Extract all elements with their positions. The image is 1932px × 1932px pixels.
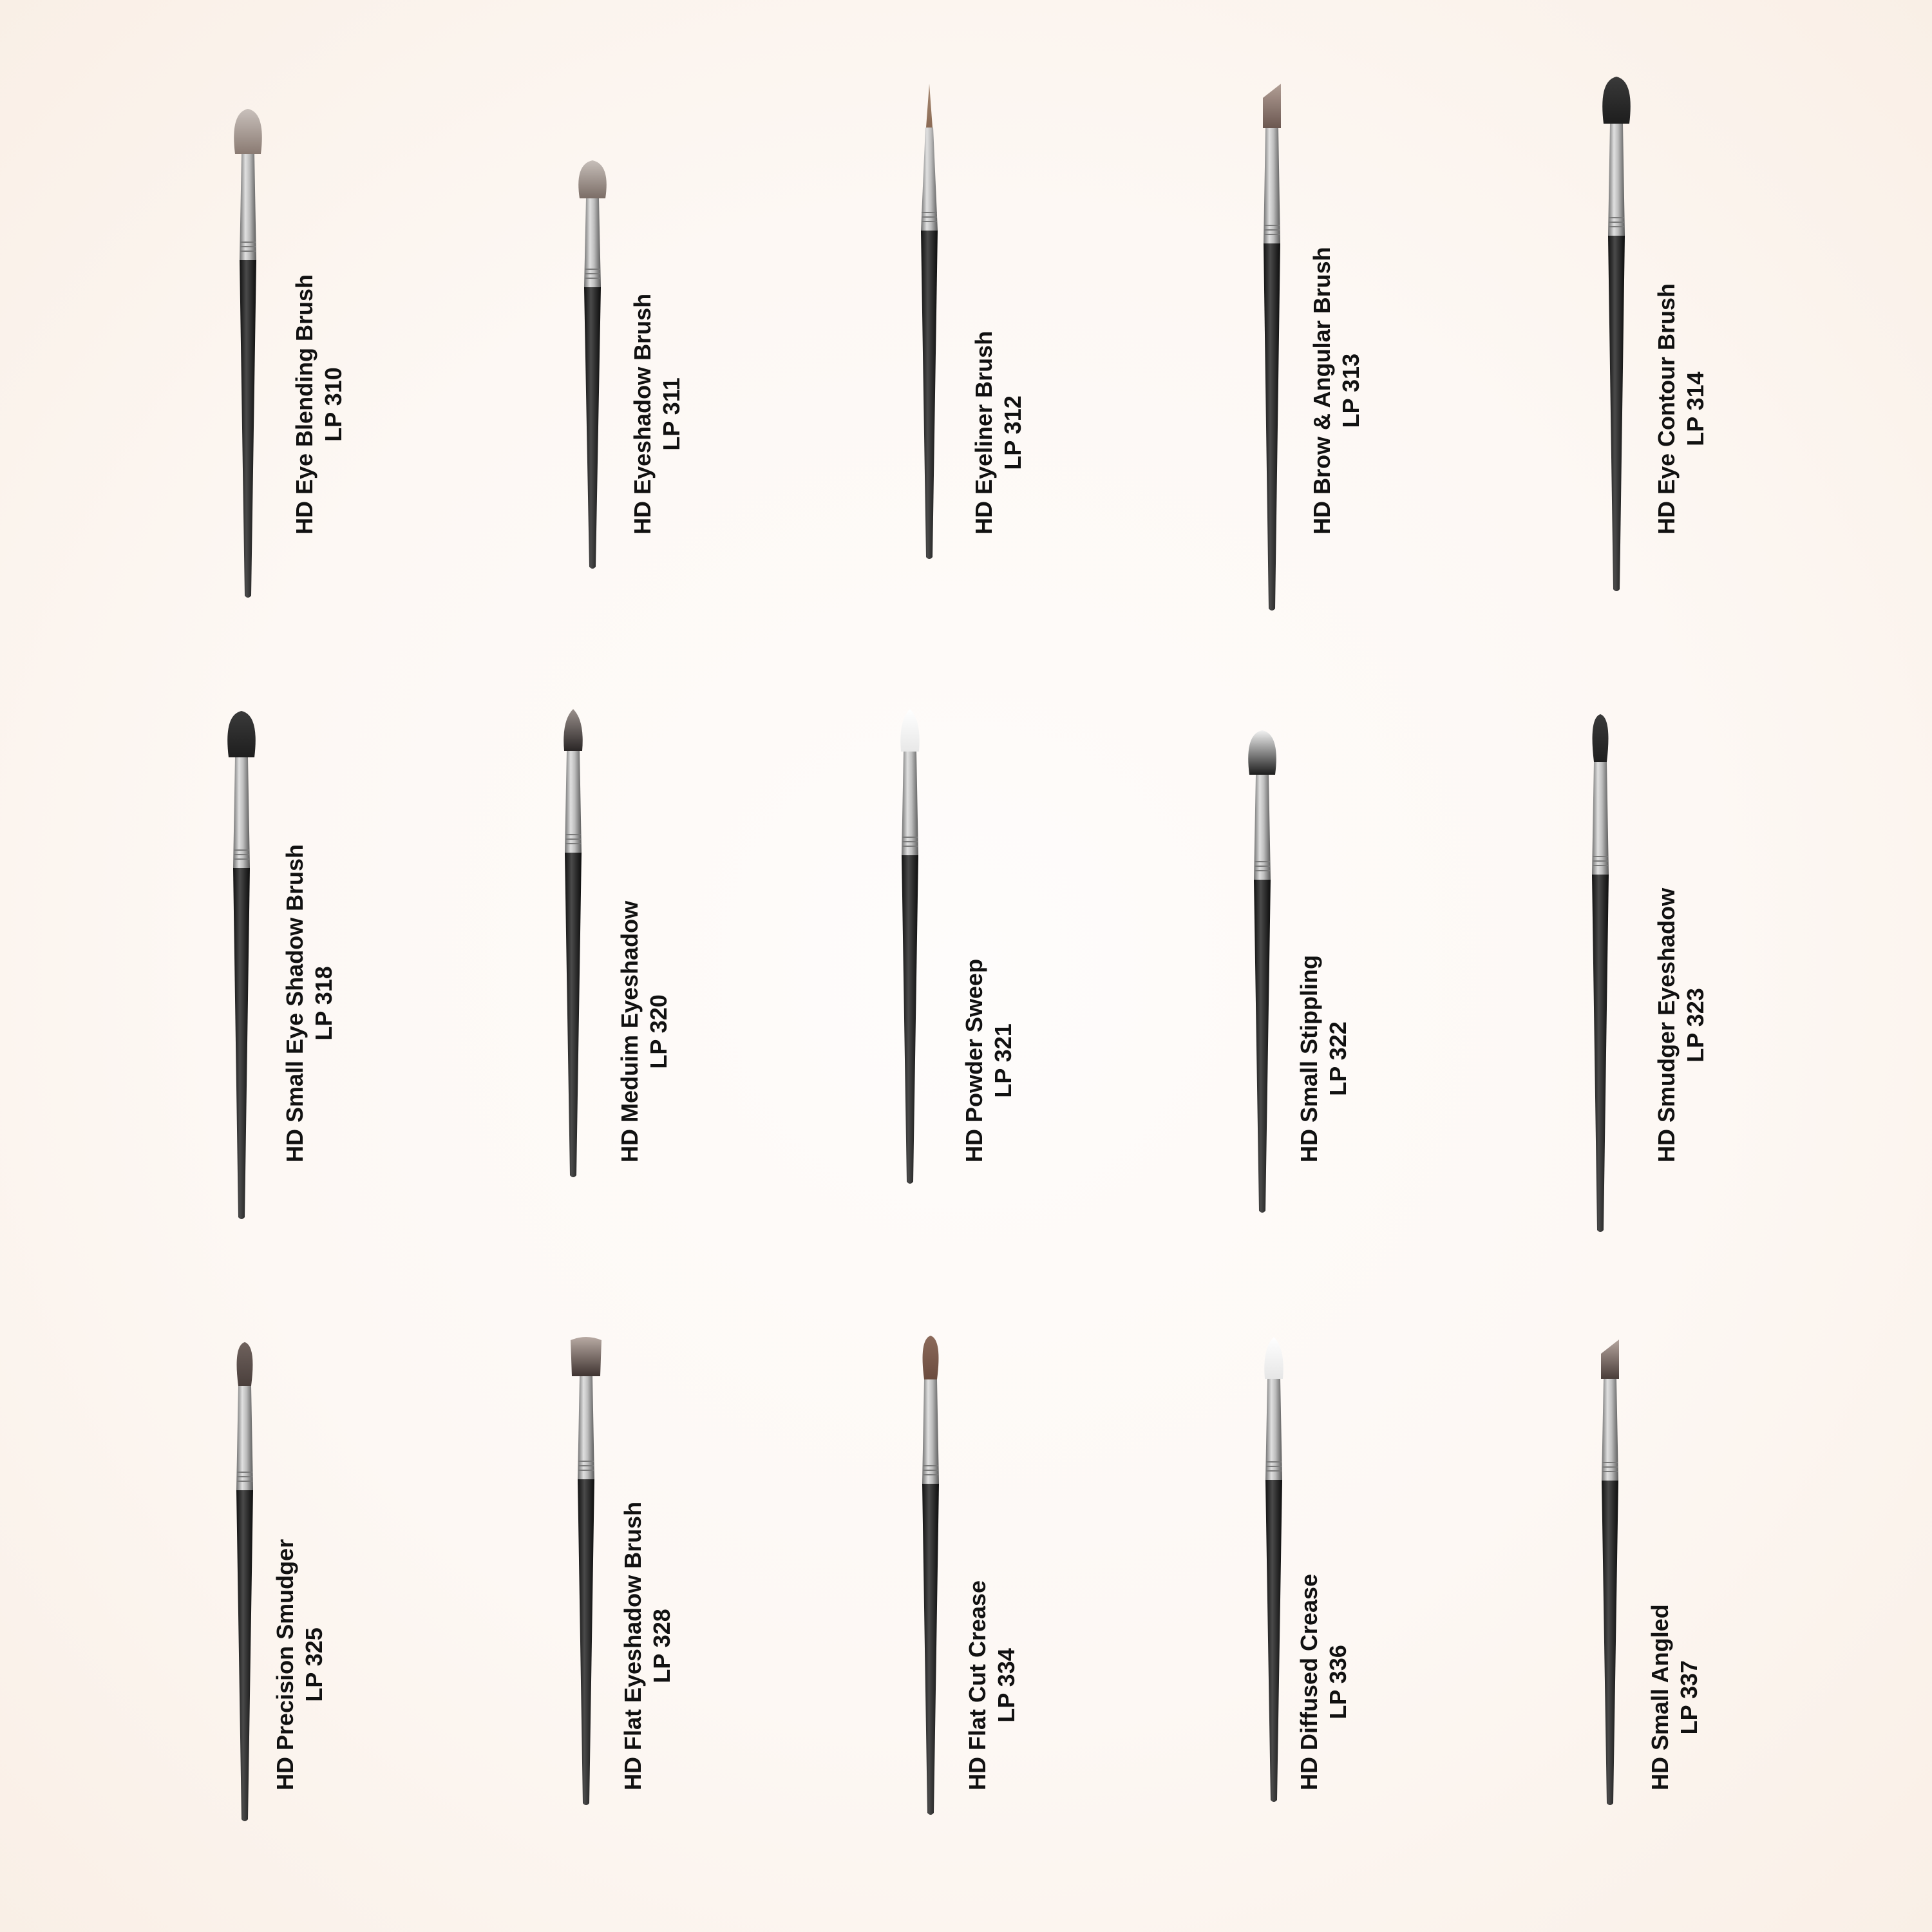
brush-bristles	[227, 711, 256, 757]
brush-bristles	[1602, 77, 1631, 124]
brush-name: HD Meduim Eyeshadow	[616, 900, 643, 1162]
brush-handle	[1602, 1481, 1618, 1805]
brush-code: LP 325	[301, 1627, 327, 1702]
brush-bristles	[571, 1337, 601, 1376]
brush-bristles	[923, 1336, 939, 1379]
brush-label	[270, 1539, 328, 1790]
brush-bristles	[564, 709, 582, 751]
brush-name: HD Small Eye Shadow Brush	[281, 844, 308, 1162]
brush-name: HD Small Stippling	[1296, 954, 1322, 1162]
brush-bristles	[1593, 714, 1609, 762]
brush-handle	[922, 1484, 939, 1815]
brush-handle	[1265, 1480, 1282, 1802]
brush-bristles	[900, 709, 919, 752]
brush-handle	[236, 1490, 253, 1821]
brush-handle	[565, 853, 582, 1177]
brush-image	[865, 699, 955, 1195]
brush-label	[1307, 247, 1365, 535]
brush-handle	[578, 1479, 594, 1805]
brush-image	[203, 100, 293, 609]
brush-ferrule	[921, 128, 938, 231]
brush-handle	[1254, 880, 1271, 1213]
brush-label	[618, 1502, 676, 1790]
brush-label	[1645, 1604, 1703, 1790]
brush-handle	[233, 868, 250, 1219]
brush-label	[969, 331, 1027, 535]
brush-bristles	[578, 160, 607, 198]
brush-bristles	[1263, 84, 1281, 128]
brush-handle	[921, 231, 938, 559]
brush-ferrule	[1608, 124, 1625, 236]
brush-image	[547, 151, 638, 580]
brush-name: HD Smudger Eyeshadow	[1653, 887, 1680, 1162]
brush-code: LP 336	[1325, 1645, 1351, 1719]
brush-name: HD Eye Contour Brush	[1653, 283, 1680, 535]
brush-name: HD Flat Cut Crease	[964, 1580, 990, 1790]
brush-bristles	[926, 84, 933, 128]
brush-name: HD Brow & Angular Brush	[1309, 247, 1335, 535]
brush-ferrule	[1602, 1379, 1618, 1481]
brush-bristles	[1248, 730, 1276, 775]
brush-code: LP 312	[999, 395, 1026, 470]
brush-code: LP 337	[1676, 1660, 1702, 1735]
brush-name: HD Precision Smudger	[272, 1539, 298, 1790]
brush-ferrule	[1254, 775, 1271, 880]
brush-handle	[1608, 236, 1625, 591]
brush-code: LP 310	[320, 367, 346, 442]
brush-label	[628, 294, 686, 535]
brush-label	[1294, 955, 1352, 1162]
brush-image	[884, 77, 974, 570]
brush-bristles	[1264, 1337, 1283, 1379]
brush-image	[528, 699, 618, 1188]
brush-code: LP 314	[1682, 372, 1709, 446]
brush-ferrule	[233, 757, 250, 868]
brush-ferrule	[240, 154, 256, 260]
brush-ferrule	[236, 1386, 253, 1490]
brush-code: LP 328	[649, 1609, 675, 1683]
brush-code: LP 311	[658, 377, 685, 451]
brush-handle	[240, 260, 256, 598]
brush-bristles	[234, 109, 262, 154]
brush-code: LP 320	[645, 994, 672, 1069]
brush-handle	[1264, 243, 1280, 611]
brush-label	[963, 1580, 1021, 1790]
brush-code: LP 321	[990, 1023, 1016, 1098]
brush-image	[1571, 68, 1662, 602]
brush-image	[1555, 705, 1645, 1243]
brush-code: LP 322	[1325, 1021, 1351, 1096]
brush-ferrule	[565, 751, 582, 853]
brush-image	[886, 1327, 976, 1826]
brush-handle	[902, 855, 918, 1184]
brush-image	[196, 702, 287, 1230]
brush-handle	[584, 287, 601, 569]
brush-name: HD Eyeliner Brush	[971, 330, 997, 535]
brush-name: HD Flat Eyeshadow Brush	[620, 1501, 646, 1790]
brush-name: HD Diffused Crease	[1296, 1573, 1322, 1790]
brush-label	[280, 844, 338, 1162]
brush-bristles	[1601, 1340, 1619, 1379]
brush-image	[1217, 721, 1307, 1224]
brush-ferrule	[578, 1376, 594, 1479]
brush-name: HD Powder Sweep	[961, 958, 987, 1162]
brush-label	[615, 901, 673, 1162]
brush-code: LP 313	[1338, 353, 1364, 428]
brush-ferrule	[1592, 762, 1609, 875]
brush-label	[290, 274, 348, 535]
brush-code: LP 318	[310, 966, 337, 1041]
brush-code: LP 323	[1682, 988, 1709, 1063]
brush-image	[1565, 1327, 1655, 1816]
brush-ferrule	[1264, 128, 1280, 243]
brush-image	[541, 1323, 631, 1816]
brush-name: HD Eye Blending Brush	[291, 274, 317, 535]
brush-ferrule	[922, 1379, 939, 1484]
brush-label	[1652, 888, 1710, 1162]
brush-code: LP 334	[993, 1648, 1019, 1723]
brush-image	[1227, 71, 1317, 621]
brush-handle	[1592, 875, 1609, 1232]
brush-ferrule	[1265, 1379, 1282, 1480]
brush-ferrule	[902, 752, 918, 855]
brush-label	[960, 959, 1018, 1162]
brush-label	[1652, 283, 1710, 535]
brush-label	[1294, 1574, 1352, 1790]
brush-name: HD Eyeshadow Brush	[629, 293, 656, 535]
brush-name: HD Small Angled	[1647, 1604, 1673, 1790]
brush-bristles	[237, 1342, 253, 1386]
